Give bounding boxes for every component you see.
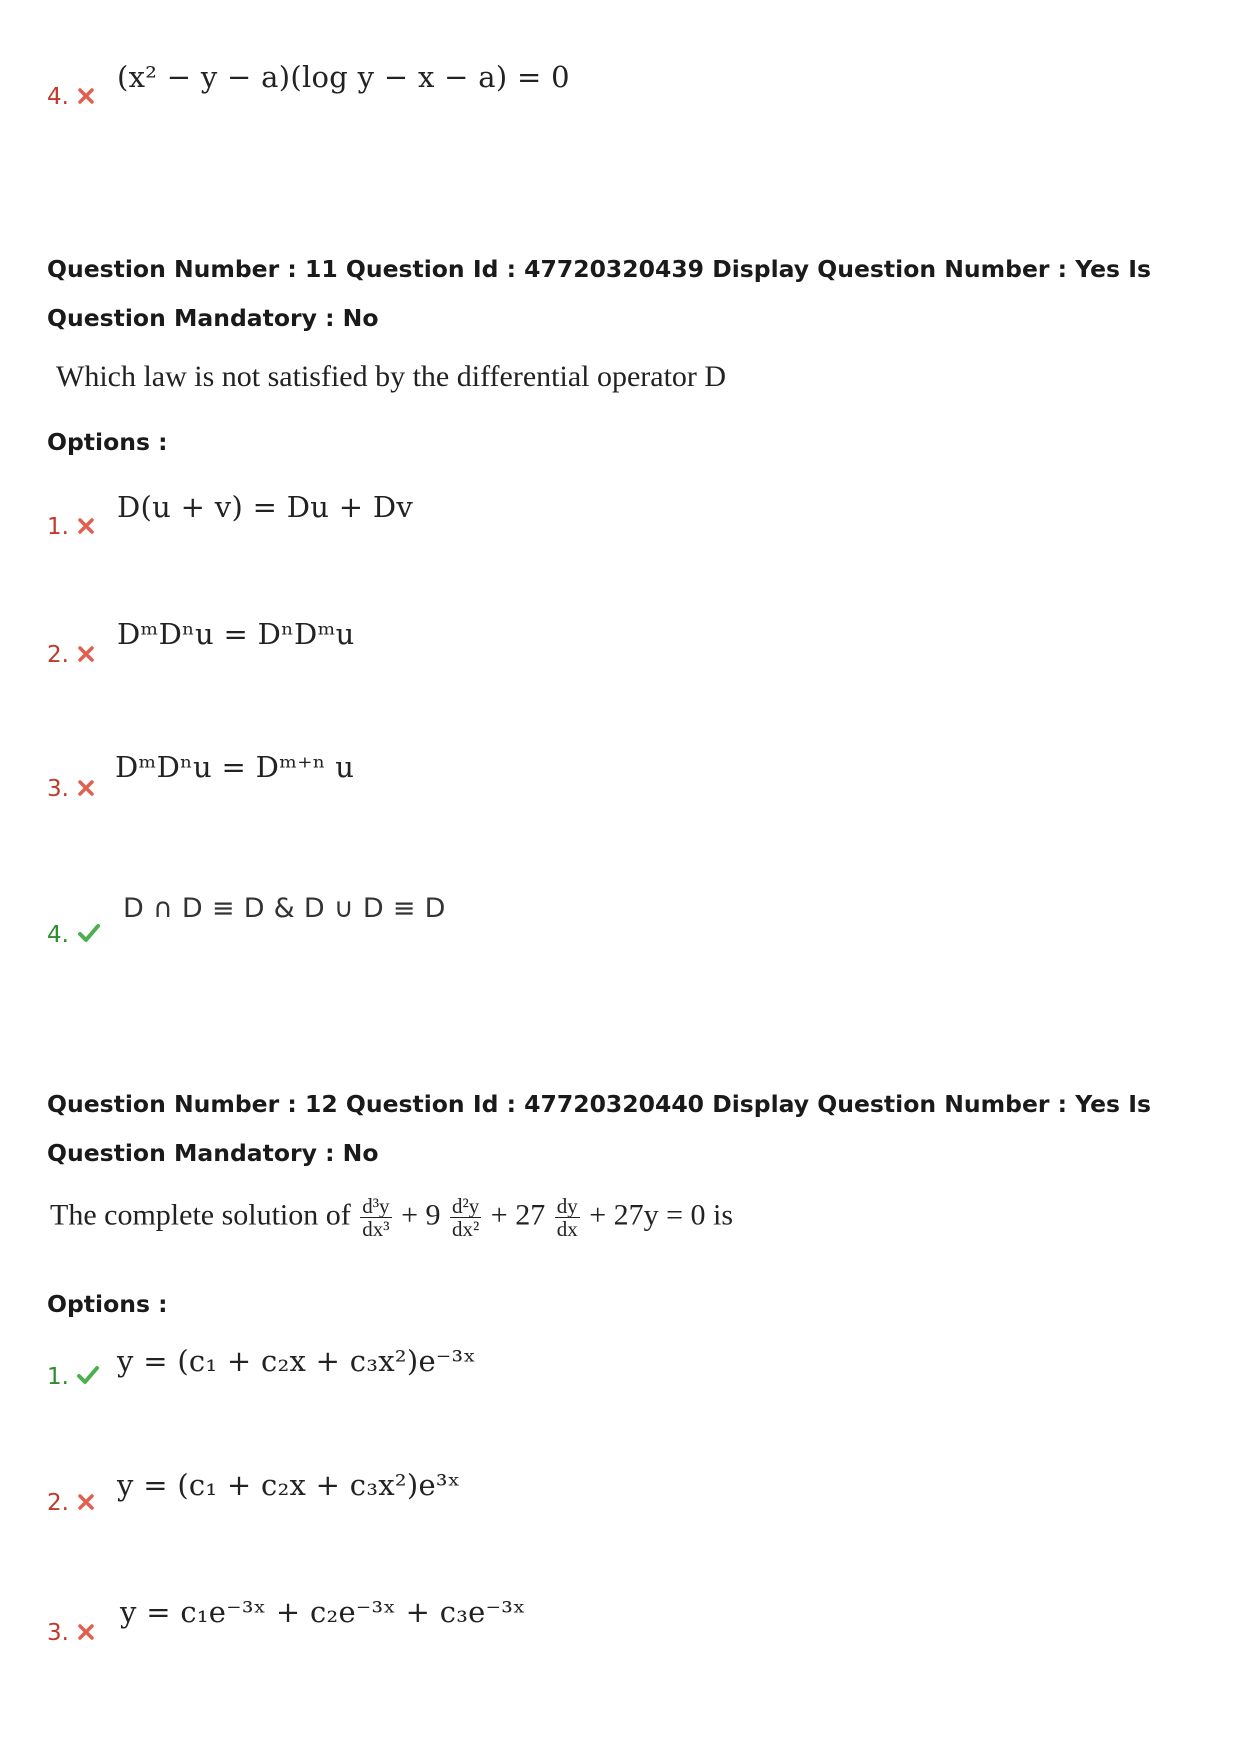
- fraction-denominator: dx³: [362, 1217, 390, 1241]
- cross-icon: [76, 778, 96, 798]
- fraction-d3y-dx3: [360, 1195, 391, 1240]
- fraction-d2y-dx2: [450, 1195, 481, 1240]
- option-number: 1.: [47, 514, 69, 540]
- fraction-numerator: d²y: [451, 1194, 480, 1218]
- check-icon: [77, 922, 101, 944]
- option-number: 3.: [47, 776, 69, 802]
- cross-icon: [76, 86, 96, 106]
- option-number: 3.: [47, 1620, 69, 1646]
- fraction-denominator: dx²: [451, 1217, 480, 1241]
- option-number: 2.: [47, 1490, 69, 1516]
- option-expression: y = (c₁ + c₂x + c₃x²)e⁻³ˣ: [117, 1344, 477, 1378]
- cross-icon: [76, 516, 96, 536]
- option-expression: D ∩ D ≡ D & D ∪ D ≡ D: [123, 893, 446, 924]
- stem-plus27: + 27: [490, 1198, 546, 1232]
- check-icon: [76, 1364, 100, 1386]
- option-expression: DᵐDⁿu = DⁿDᵐu: [117, 617, 355, 651]
- stem-plus9: + 9: [401, 1198, 441, 1232]
- cross-icon: [76, 1622, 96, 1642]
- option-number: 2.: [47, 642, 69, 668]
- stem-prefix: The complete solution of: [50, 1198, 351, 1232]
- fraction-dy-dx: [555, 1195, 580, 1240]
- fraction-numerator: dy: [556, 1194, 578, 1218]
- fraction-denominator: dx: [556, 1217, 578, 1241]
- options-label: Options :: [47, 428, 168, 456]
- option-expression: y = c₁e⁻³ˣ + c₂e⁻³ˣ + c₃e⁻³ˣ: [120, 1595, 526, 1629]
- cross-icon: [76, 1492, 96, 1512]
- option-expression: D(u + v) = Du + Dv: [117, 490, 414, 524]
- stem-tail: + 27y = 0 is: [589, 1198, 734, 1232]
- options-label: Options :: [47, 1290, 168, 1318]
- option-expression: (x² − y − a)(log y − x − a) = 0: [117, 60, 570, 94]
- question-stem: Which law is not satisfied by the differential operator D: [56, 360, 727, 393]
- fraction-numerator: d³y: [362, 1194, 390, 1218]
- option-number: 1.: [47, 1364, 69, 1390]
- option-number: 4.: [47, 84, 69, 110]
- question-header: Question Number : 11 Question Id : 47720320439 Display Question Number : Yes Is Question Mandatory : No: [47, 255, 1151, 332]
- option-number: 4.: [47, 922, 69, 948]
- cross-icon: [76, 644, 96, 664]
- question-stem: [50, 1195, 733, 1240]
- question-header: Question Number : 12 Question Id : 47720320440 Display Question Number : Yes Is Question Mandatory : No: [47, 1090, 1151, 1167]
- option-expression: DᵐDⁿu = Dᵐ⁺ⁿ u: [115, 750, 355, 784]
- option-expression: y = (c₁ + c₂x + c₃x²)e³ˣ: [117, 1468, 461, 1502]
